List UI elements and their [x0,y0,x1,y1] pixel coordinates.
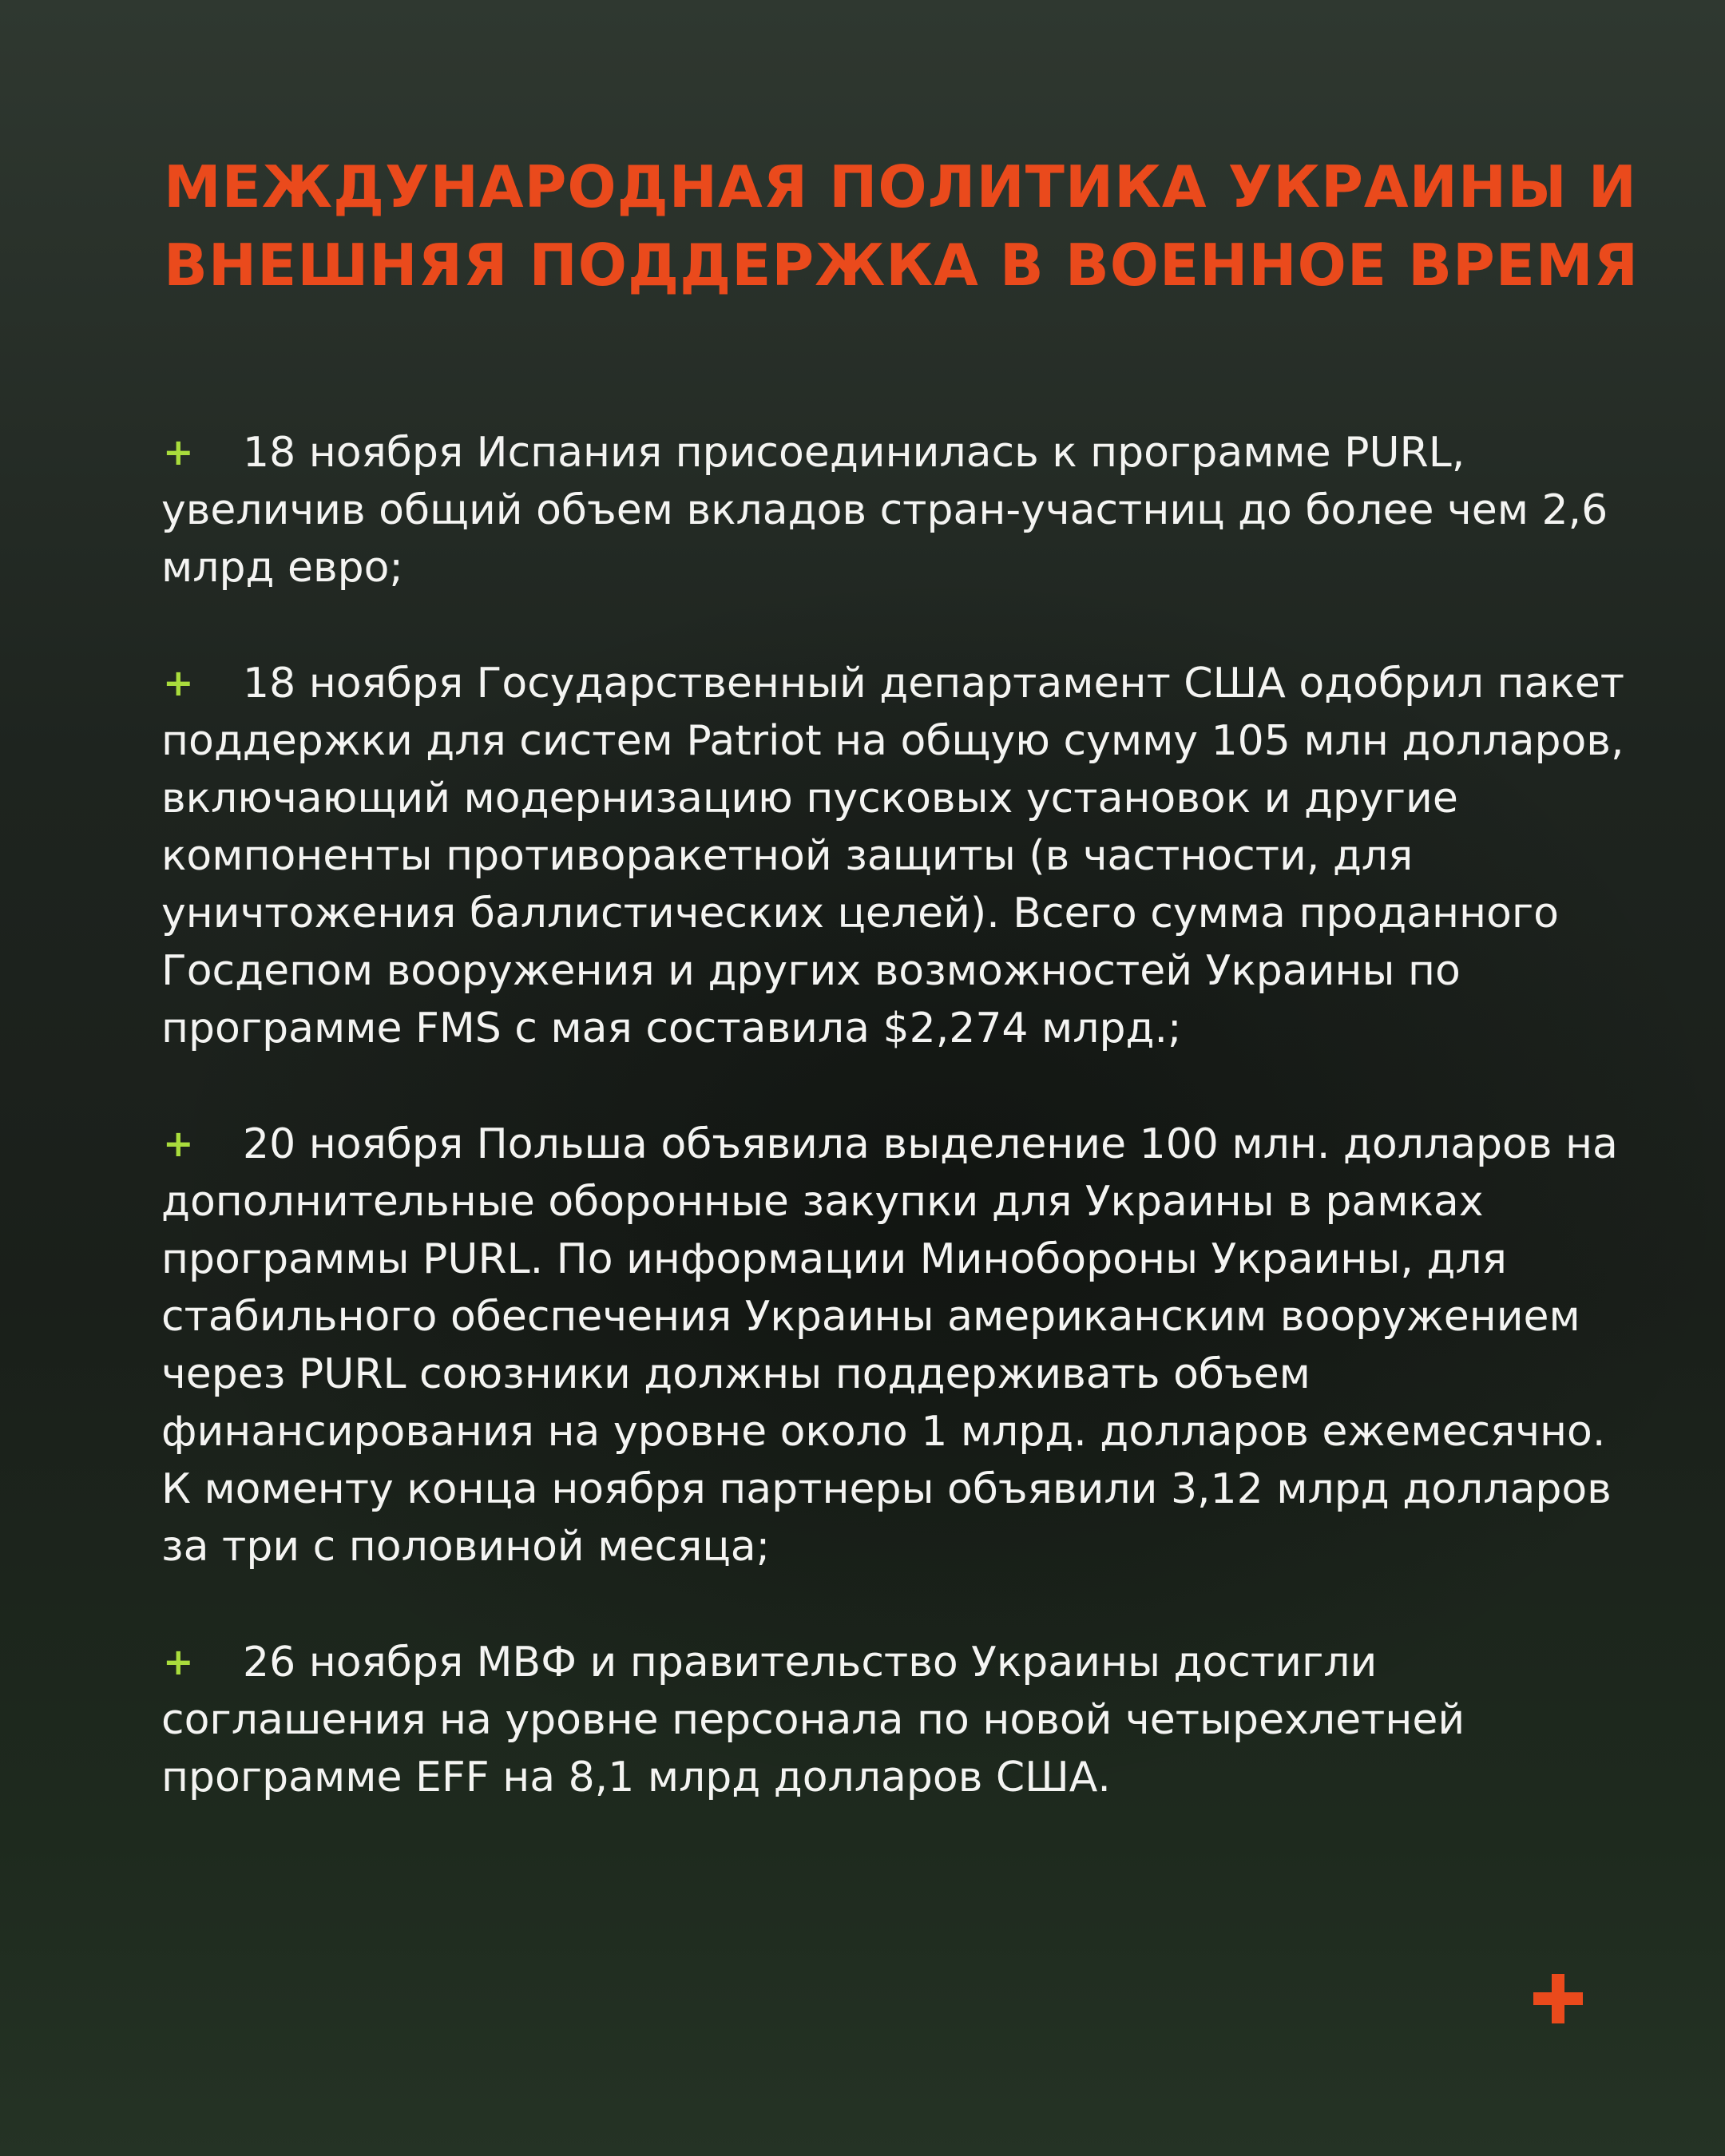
plus-bullet-icon: + [163,430,194,474]
list-item-text: 18 ноября Государственный департамент США одобрил пакет поддержки для систем Patriot на общую сумму 105 млн долларов, включающий модернизацию пусковых установок и другие компоненты противоракетной защиты (в частности, для уничтожения баллистических целей). Всего сумма проданного Госдепом вооружения и других возможностей Украины по программе FMS с мая составила $2,274 млрд.; [161,660,1625,1052]
list-item [161,654,1647,1057]
list-item [161,423,1647,596]
plus-icon-vertical-bar [1552,1974,1564,2023]
list-item-text: 26 ноября МВФ и правительство Украины достигли соглашения на уровне персонала по новой четырехлетней программе EFF на 8,1 млрд долларов США. [161,1639,1465,1801]
plus-icon [1533,1974,1583,2023]
plus-bullet-icon: + [163,1122,194,1165]
plus-bullet-icon: + [163,1640,194,1683]
list-item-text: 20 ноября Польша объявила выделение 100 млн. долларов на дополнительные оборонные закупки для Украины в рамках программы PURL. По информации Минобороны Украины, для стабильного обеспечения Украины американским вооружением через PURL союзники должны поддерживать объем финансирования на уровне около 1 млрд. долларов ежемесячно. К моменту конца ноября партнеры объявили 3,12 млрд долларов за три с половиной месяца; [161,1120,1618,1571]
page-title: МЕЖДУНАРОДНАЯ ПОЛИТИКА УКРАИНЫ И ВНЕШНЯЯ ПОДДЕРЖКА В ВОЕННОЕ ВРЕМЯ [164,153,1640,299]
list-item [161,1115,1647,1575]
list-item-text: 18 ноября Испания присоединилась к программе PURL, увеличив общий объем вкладов стран-участниц до более чем 2,6 млрд евро; [161,429,1608,592]
news-list [161,423,1647,1864]
plus-bullet-icon: + [163,661,194,704]
list-item [161,1633,1647,1806]
